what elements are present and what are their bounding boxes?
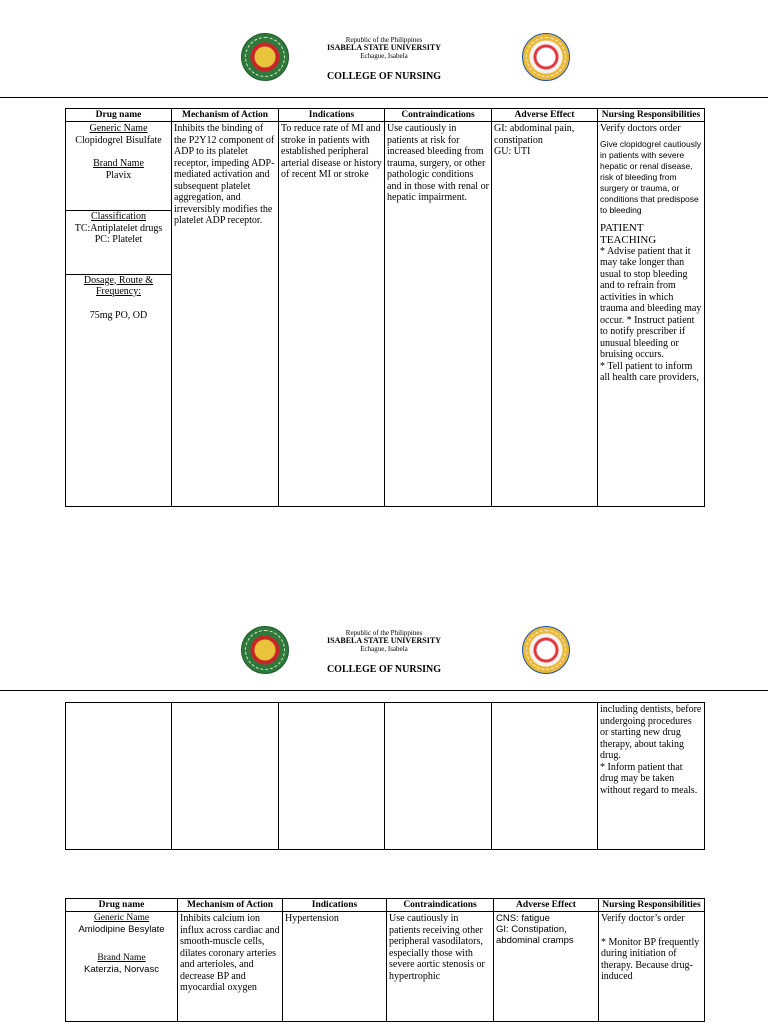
nursing-responsibilities-cell [599, 912, 705, 1022]
empty-cell [385, 703, 492, 850]
nr-monitor: * Monitor BP frequently during initiation of therapy. Because drug-induced [601, 936, 700, 982]
location-text: Echague, Isabela [360, 645, 408, 653]
contraindications-cell: Use cautiously in patients receiving other peripheral vasodilators, especially those with severe aortic stenosis or hypertrophic [387, 912, 494, 1022]
classification-section [66, 210, 171, 274]
brand-name: Katerzia, Norvasc [84, 964, 159, 975]
drug-table-1-continued [65, 702, 705, 850]
indications-cell: To reduce rate of MI and stroke in patients with established peripheral arterial disease or history of recent MI or stroke [279, 122, 385, 507]
patient-teaching-3: * Inform patient that drug may be taken without regard to meals. [600, 761, 698, 796]
page-header-2 [0, 625, 768, 685]
classification-pc: PC: Platelet [94, 234, 143, 245]
college-seal-logo [522, 33, 570, 81]
college-seal-logo [522, 626, 570, 674]
dosage-value: 75mg PO, OD [89, 309, 148, 321]
location-text: Echague, Isabela [360, 52, 408, 60]
university-name: ISABELA STATE UNIVERSITY [327, 43, 441, 52]
brand-name: Plavix [105, 169, 132, 181]
nursing-responsibilities-cell [598, 122, 705, 507]
header-divider [0, 97, 768, 98]
generic-name-label: Generic Name [89, 123, 148, 134]
mechanism-cell: Inhibits the binding of the P2Y12 component of ADP to its platelet receptor, impeding ADP-mediated activation and subsequent platelet aggregation, and irreversibly modifies the platelet ADP receptor. [172, 122, 279, 507]
indications-cell: Hypertension [283, 912, 387, 1022]
nr-verify: Verify doctor’s order [601, 913, 685, 924]
nr-verify: Verify doctors order [600, 123, 681, 134]
table-row [66, 122, 705, 507]
adverse-cns: CNS: fatigue [496, 913, 550, 924]
adverse-effect-cell [492, 122, 598, 507]
nr-give: Give clopidogrel cautiously in patients with severe hepatic or renal disease, risk of bleeding from surgery or trauma, or conditions that predispose to bleeding [600, 138, 702, 215]
adverse-gi: GI: abdominal pain, constipation [494, 123, 575, 146]
dosage-section [66, 274, 171, 322]
empty-cell [492, 703, 598, 850]
nursing-responsibilities-continued [598, 703, 705, 850]
col-adverse-effect: Adverse Effect [492, 109, 598, 122]
empty-cell [66, 703, 172, 850]
col-contraindications: Contraindications [385, 109, 492, 122]
mechanism-cell: Inhibits calcium ion influx across cardiac and smooth-muscle cells, dilates coronary arteries and arterioles, and decrease BP and myocardial oxygen [178, 912, 283, 1022]
col-indications: Indications [279, 109, 385, 122]
adverse-gu: GU: UTI [494, 146, 531, 157]
republic-text: Republic of the Philippines [345, 629, 423, 637]
table-row [66, 703, 705, 850]
patient-teaching-continued: including dentists, before undergoing procedures or starting new drug therapy, about taking drug. [600, 704, 702, 761]
table-header-row [66, 109, 705, 122]
college-name: COLLEGE OF NURSING [326, 664, 442, 675]
patient-teaching-title: PATIENT TEACHING [600, 221, 657, 246]
col-nursing-responsibilities: Nursing Responsibilities [598, 109, 705, 122]
patient-teaching-2: * Tell patient to inform all health care providers, [600, 360, 699, 383]
adverse-effect-cell [494, 912, 599, 1022]
col-contraindications: Contraindications [387, 899, 494, 912]
col-drug-name: Drug name [66, 109, 172, 122]
brand-name-label: Brand Name [97, 953, 146, 963]
adverse-gi: GI: Constipation, abdominal cramps [496, 924, 574, 946]
contraindications-cell: Use cautiously in patients at risk for increased bleeding from trauma, surgery, or other pathologic conditions and in those with renal or hepatic impairment. [385, 122, 492, 507]
header-divider [0, 690, 768, 691]
brand-name-label: Brand Name [93, 158, 144, 169]
col-indications: Indications [283, 899, 387, 912]
col-drug-name: Drug name [66, 899, 178, 912]
col-nursing-responsibilities: Nursing Responsibilities [599, 899, 705, 912]
empty-cell [172, 703, 279, 850]
col-mechanism: Mechanism of Action [172, 109, 279, 122]
generic-name: Clopidogrel Bisulfate [75, 134, 162, 146]
table-header-row [66, 899, 705, 912]
empty-cell [279, 703, 385, 850]
college-name: COLLEGE OF NURSING [326, 71, 442, 82]
republic-text: Republic of the Philippines [345, 36, 423, 44]
classification-label: Classification [91, 211, 146, 222]
drug-table-1 [65, 108, 705, 507]
drug-name-cell [66, 912, 178, 1022]
drug-table-2 [65, 898, 705, 1022]
col-adverse-effect: Adverse Effect [494, 899, 599, 912]
page-header [0, 32, 768, 92]
generic-name-label: Generic Name [93, 913, 150, 923]
col-mechanism: Mechanism of Action [178, 899, 283, 912]
table-row [66, 912, 705, 1022]
university-name: ISABELA STATE UNIVERSITY [327, 636, 441, 645]
classification-tc: TC:Antiplatelet drugs [74, 222, 163, 234]
generic-name: Amlodipine Besylate [78, 924, 165, 935]
patient-teaching-1: * Advise patient that it may take longer than usual to stop bleeding and to refrain from activities in which trauma and bleeding may occur. * Instruct patient to notify prescriber if unusual bleeding or bruising occurs. [600, 245, 702, 360]
drug-name-cell [66, 122, 172, 507]
dosage-label: Dosage, Route & Frequency: [83, 274, 154, 297]
